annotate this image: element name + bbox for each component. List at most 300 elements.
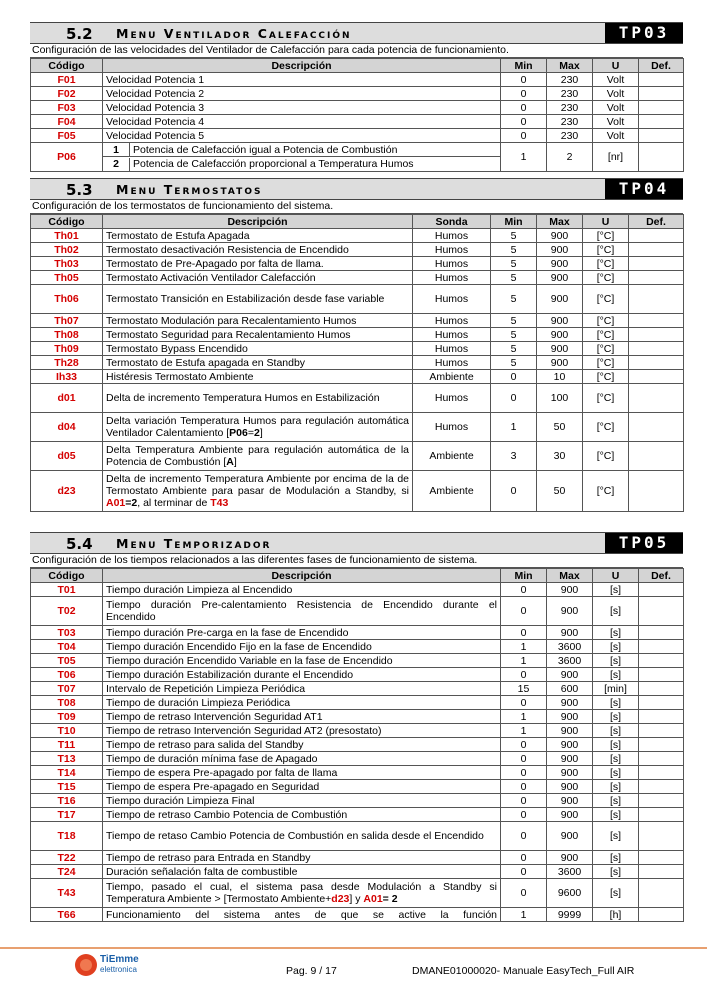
- param-max: 30: [537, 442, 583, 471]
- param-description: Termostato Bypass Encendido: [103, 342, 413, 356]
- param-description: Velocidad Potencia 3: [103, 101, 501, 115]
- param-unit: [°C]: [583, 314, 629, 328]
- param-code: Th02: [31, 243, 103, 257]
- param-default: [629, 243, 684, 257]
- col-header: Def.: [629, 215, 684, 229]
- table-row: [31, 384, 684, 413]
- param-unit: [°C]: [583, 471, 629, 512]
- param-min: 5: [491, 356, 537, 370]
- col-header: Descripción: [103, 569, 501, 583]
- section-5-4: [30, 532, 683, 922]
- table-row: [31, 908, 684, 922]
- param-description: Termostato de Estufa apagada en Standby: [103, 356, 413, 370]
- param-description: Termostato Transición en Estabilización desde fase variable: [103, 285, 413, 314]
- param-sensor: Humos: [413, 257, 491, 271]
- param-description: Delta Temperatura Ambiente para regulación automática de la Potencia de Combustión [A]: [103, 442, 413, 471]
- param-sensor: Humos: [413, 229, 491, 243]
- param-code: Th08: [31, 328, 103, 342]
- param-unit: [s]: [593, 626, 639, 640]
- param-code: T05: [31, 654, 103, 668]
- param-unit: Volt: [593, 115, 639, 129]
- table-row: [31, 780, 684, 794]
- table-row: [31, 115, 684, 129]
- col-header: Min: [491, 215, 537, 229]
- table-row: [31, 794, 684, 808]
- param-code: F03: [31, 101, 103, 115]
- param-min: 5: [491, 257, 537, 271]
- section-header: [30, 532, 683, 554]
- param-code: T02: [31, 597, 103, 626]
- param-min: 15: [501, 682, 547, 696]
- param-min: 5: [491, 285, 537, 314]
- param-default: [639, 808, 684, 822]
- table-row: [31, 143, 684, 158]
- table-row: [31, 370, 684, 384]
- param-unit: [s]: [593, 724, 639, 738]
- param-unit: Volt: [593, 73, 639, 87]
- param-max: 230: [547, 101, 593, 115]
- param-default: [629, 413, 684, 442]
- param-min: 0: [501, 851, 547, 865]
- param-max: 2: [547, 143, 593, 172]
- param-unit: Volt: [593, 101, 639, 115]
- param-code: Th09: [31, 342, 103, 356]
- param-sensor: Humos: [413, 413, 491, 442]
- param-unit: [s]: [593, 780, 639, 794]
- param-default: [639, 908, 684, 922]
- param-max: 3600: [547, 865, 593, 879]
- param-code: P06: [31, 143, 103, 172]
- param-max: 230: [547, 129, 593, 143]
- param-description: Funcionamiento del sistema antes de que se active la función: [103, 908, 501, 922]
- param-description: Delta de incremento Temperatura Ambiente por encima de la de Termostato Ambiente para pasar de Modulación a Standby, si A01=2, al terminar de T43: [103, 471, 413, 512]
- table-row: [31, 583, 684, 597]
- param-min: 0: [501, 808, 547, 822]
- param-min: 1: [501, 654, 547, 668]
- param-sensor: Humos: [413, 271, 491, 285]
- param-code: F04: [31, 115, 103, 129]
- param-sensor: Humos: [413, 342, 491, 356]
- param-code: d01: [31, 384, 103, 413]
- param-default: [629, 314, 684, 328]
- param-default: [639, 766, 684, 780]
- param-unit: [°C]: [583, 285, 629, 314]
- param-description: Velocidad Potencia 4: [103, 115, 501, 129]
- param-unit: [°C]: [583, 229, 629, 243]
- table-row: [31, 766, 684, 780]
- table-row: [31, 285, 684, 314]
- param-min: 0: [501, 668, 547, 682]
- param-min: 5: [491, 328, 537, 342]
- param-description: Tiempo duración Estabilización durante el Encendido: [103, 668, 501, 682]
- logo-sub: elettronica: [100, 965, 137, 974]
- col-header: Max: [537, 215, 583, 229]
- param-code: T11: [31, 738, 103, 752]
- parameter-table: [30, 568, 684, 922]
- param-max: 9600: [547, 879, 593, 908]
- section-number: 5.2: [66, 25, 93, 43]
- param-unit: [s]: [593, 794, 639, 808]
- param-code: T07: [31, 682, 103, 696]
- col-header: U: [593, 59, 639, 73]
- param-max: 900: [537, 243, 583, 257]
- param-min: 1: [491, 413, 537, 442]
- table-row: [31, 314, 684, 328]
- param-default: [639, 780, 684, 794]
- table-row: [31, 668, 684, 682]
- param-description: Tiempo de retraso Cambio Potencia de Combustión: [103, 808, 501, 822]
- table-row: [31, 87, 684, 101]
- param-code: T16: [31, 794, 103, 808]
- param-sensor: Ambiente: [413, 442, 491, 471]
- param-sensor: Humos: [413, 384, 491, 413]
- param-default: [639, 597, 684, 626]
- param-description: Tiempo duración Limpieza al Encendido: [103, 583, 501, 597]
- table-row: [31, 640, 684, 654]
- param-min: 0: [501, 87, 547, 101]
- param-unit: [s]: [593, 668, 639, 682]
- table-row: [31, 356, 684, 370]
- section-code-badge: TP03: [605, 23, 683, 43]
- param-max: 900: [547, 808, 593, 822]
- param-code: F01: [31, 73, 103, 87]
- col-header: Max: [547, 59, 593, 73]
- param-code: T15: [31, 780, 103, 794]
- param-min: 0: [501, 752, 547, 766]
- param-unit: [s]: [593, 597, 639, 626]
- param-default: [639, 129, 684, 143]
- col-header: Sonda: [413, 215, 491, 229]
- option-number: 2: [103, 158, 130, 171]
- param-default: [629, 285, 684, 314]
- param-default: [639, 822, 684, 851]
- param-min: 0: [491, 384, 537, 413]
- section-intro: Configuración de los tiempos relacionados a las diferentes fases de funcionamiento de sistema.: [30, 554, 683, 568]
- tiemme-logo-icon: [74, 953, 98, 977]
- param-max: 900: [547, 752, 593, 766]
- param-max: 900: [537, 285, 583, 314]
- param-description: Tiempo de retraso para salida del Standby: [103, 738, 501, 752]
- section-title: Menu Ventilador Calefacción: [116, 26, 352, 41]
- param-description: Tiempo duración Pre-carga en la fase de Encendido: [103, 626, 501, 640]
- param-max: 900: [547, 626, 593, 640]
- param-description: Tiempo de retraso Intervención Seguridad AT2 (presostato): [103, 724, 501, 738]
- param-default: [629, 271, 684, 285]
- param-code: Ih33: [31, 370, 103, 384]
- table-row: [31, 696, 684, 710]
- param-default: [629, 442, 684, 471]
- param-default: [639, 668, 684, 682]
- param-code: Th03: [31, 257, 103, 271]
- param-code: T43: [31, 879, 103, 908]
- param-default: [629, 342, 684, 356]
- param-sensor: Humos: [413, 356, 491, 370]
- param-max: 600: [547, 682, 593, 696]
- param-code: F02: [31, 87, 103, 101]
- param-max: 230: [547, 73, 593, 87]
- param-description: Velocidad Potencia 5: [103, 129, 501, 143]
- param-max: 900: [547, 710, 593, 724]
- table-row: [31, 808, 684, 822]
- param-unit: [s]: [593, 752, 639, 766]
- param-max: 900: [547, 780, 593, 794]
- param-max: 50: [537, 471, 583, 512]
- param-unit: [°C]: [583, 243, 629, 257]
- param-min: 3: [491, 442, 537, 471]
- table-row: [31, 129, 684, 143]
- param-unit: [min]: [593, 682, 639, 696]
- param-max: 900: [547, 738, 593, 752]
- param-max: 900: [537, 257, 583, 271]
- param-code: T10: [31, 724, 103, 738]
- param-sensor: Humos: [413, 328, 491, 342]
- table-row: [31, 654, 684, 668]
- param-description: Termostato de Pre-Apagado por falta de llama.: [103, 257, 413, 271]
- table-row: [31, 597, 684, 626]
- param-description: Tiempo duración Pre-calentamiento Resistencia de Encendido durante el Encendido: [103, 597, 501, 626]
- table-header-row: [31, 59, 684, 73]
- option-number: 1: [103, 143, 130, 157]
- param-default: [639, 738, 684, 752]
- section-intro: Configuración de las velocidades del Ventilador de Calefacción para cada potencia de funcionamiento.: [30, 44, 683, 58]
- table-row: [31, 724, 684, 738]
- param-unit: [s]: [593, 654, 639, 668]
- page-number: Pag. 9 / 17: [286, 965, 337, 977]
- col-header: Def.: [639, 569, 684, 583]
- param-max: 900: [537, 328, 583, 342]
- table-row: [31, 271, 684, 285]
- param-default: [639, 640, 684, 654]
- param-description: Delta de incremento Temperatura Humos en Estabilización: [103, 384, 413, 413]
- col-header: Min: [501, 569, 547, 583]
- param-description: Termostato Activación Ventilador Calefacción: [103, 271, 413, 285]
- table-row: [31, 738, 684, 752]
- param-min: 0: [501, 766, 547, 780]
- param-min: 5: [491, 271, 537, 285]
- param-max: 50: [537, 413, 583, 442]
- param-unit: [h]: [593, 908, 639, 922]
- col-header: Max: [547, 569, 593, 583]
- table-row: [31, 851, 684, 865]
- col-header: Descripción: [103, 215, 413, 229]
- table-row: [31, 822, 684, 851]
- param-max: 230: [547, 115, 593, 129]
- param-unit: [°C]: [583, 384, 629, 413]
- section-header: [30, 178, 683, 200]
- param-min: 5: [491, 243, 537, 257]
- logo-text: [100, 955, 139, 975]
- param-code: T03: [31, 626, 103, 640]
- table-row: [31, 73, 684, 87]
- param-min: 1: [501, 143, 547, 172]
- param-code: T14: [31, 766, 103, 780]
- param-min: 0: [501, 794, 547, 808]
- param-default: [639, 724, 684, 738]
- table-row: [31, 101, 684, 115]
- param-max: 900: [547, 724, 593, 738]
- param-unit: [s]: [593, 696, 639, 710]
- param-default: [639, 73, 684, 87]
- param-max: 900: [547, 822, 593, 851]
- param-description: Duración señalación falta de combustible: [103, 865, 501, 879]
- param-unit: [s]: [593, 710, 639, 724]
- param-description: Tiempo de duración mínima fase de Apagado: [103, 752, 501, 766]
- option-cell: [103, 143, 501, 158]
- param-description: Tiempo, pasado el cual, el sistema pasa desde Modulación a Standby si Temperatura Ambiente > [Termostato Ambiente+d23] y A01= 2: [103, 879, 501, 908]
- param-description: Tiempo duración Encendido Variable en la fase de Encendido: [103, 654, 501, 668]
- param-max: 3600: [547, 640, 593, 654]
- param-code: Th28: [31, 356, 103, 370]
- table-header-row: [31, 569, 684, 583]
- param-default: [639, 101, 684, 115]
- param-default: [629, 229, 684, 243]
- table-row: [31, 682, 684, 696]
- param-description: Tiempo de espera Pre-apagado en Seguridad: [103, 780, 501, 794]
- param-unit: [s]: [593, 738, 639, 752]
- param-default: [639, 794, 684, 808]
- param-description: Tiempo de espera Pre-apagado por falta de llama: [103, 766, 501, 780]
- param-min: 5: [491, 314, 537, 328]
- param-min: 0: [501, 129, 547, 143]
- param-min: 0: [501, 626, 547, 640]
- parameter-table: [30, 58, 684, 172]
- param-code: T66: [31, 908, 103, 922]
- param-code: T01: [31, 583, 103, 597]
- param-description: Histéresis Termostato Ambiente: [103, 370, 413, 384]
- param-max: 900: [537, 356, 583, 370]
- param-max: 900: [547, 851, 593, 865]
- param-default: [639, 696, 684, 710]
- param-description: Termostato Modulación para Recalentamiento Humos: [103, 314, 413, 328]
- param-max: 900: [547, 696, 593, 710]
- param-unit: [s]: [593, 640, 639, 654]
- col-header: Def.: [639, 59, 684, 73]
- param-min: 1: [501, 640, 547, 654]
- param-code: Th05: [31, 271, 103, 285]
- param-sensor: Humos: [413, 285, 491, 314]
- param-unit: [s]: [593, 808, 639, 822]
- param-max: 10: [537, 370, 583, 384]
- table-row: [31, 471, 684, 512]
- table-row: [31, 257, 684, 271]
- param-min: 0: [501, 696, 547, 710]
- param-max: 100: [537, 384, 583, 413]
- param-default: [639, 583, 684, 597]
- param-min: 0: [491, 370, 537, 384]
- param-default: [639, 143, 684, 172]
- param-min: 1: [501, 710, 547, 724]
- col-header: Min: [501, 59, 547, 73]
- param-unit: [s]: [593, 583, 639, 597]
- footer-divider: [0, 947, 707, 949]
- param-max: 900: [547, 597, 593, 626]
- param-unit: [°C]: [583, 442, 629, 471]
- section-code-badge: TP05: [605, 533, 683, 553]
- param-unit: [s]: [593, 879, 639, 908]
- param-description: Velocidad Potencia 2: [103, 87, 501, 101]
- param-default: [639, 752, 684, 766]
- table-row: [31, 328, 684, 342]
- col-header: U: [593, 569, 639, 583]
- param-max: 900: [547, 794, 593, 808]
- param-description: Tiempo de duración Limpieza Periódica: [103, 696, 501, 710]
- param-unit: [°C]: [583, 413, 629, 442]
- param-min: 1: [501, 724, 547, 738]
- param-code: d23: [31, 471, 103, 512]
- param-description: Termostato de Estufa Apagada: [103, 229, 413, 243]
- param-description: Tiempo de retaso Cambio Potencia de Combustión en salida desde el Encendido: [103, 822, 501, 851]
- param-unit: [s]: [593, 766, 639, 780]
- param-sensor: Ambiente: [413, 370, 491, 384]
- param-unit: [s]: [593, 865, 639, 879]
- param-code: F05: [31, 129, 103, 143]
- param-default: [629, 356, 684, 370]
- param-min: 0: [501, 738, 547, 752]
- table-row: [31, 342, 684, 356]
- param-max: 900: [537, 271, 583, 285]
- param-max: 900: [537, 229, 583, 243]
- param-code: Th06: [31, 285, 103, 314]
- section-number: 5.4: [66, 535, 93, 553]
- param-min: 0: [501, 879, 547, 908]
- param-min: 5: [491, 342, 537, 356]
- param-default: [629, 370, 684, 384]
- section-number: 5.3: [66, 181, 93, 199]
- param-default: [629, 471, 684, 512]
- param-unit: [s]: [593, 822, 639, 851]
- param-min: 0: [501, 73, 547, 87]
- section-5-3: [30, 178, 683, 512]
- param-code: Th01: [31, 229, 103, 243]
- param-unit: [°C]: [583, 356, 629, 370]
- param-default: [629, 384, 684, 413]
- col-header: Código: [31, 569, 103, 583]
- section-header: [30, 22, 683, 44]
- param-unit: [nr]: [593, 143, 639, 172]
- param-default: [639, 710, 684, 724]
- param-code: T17: [31, 808, 103, 822]
- param-min: 0: [501, 101, 547, 115]
- param-default: [639, 682, 684, 696]
- param-min: 0: [501, 115, 547, 129]
- param-unit: [°C]: [583, 328, 629, 342]
- param-code: T04: [31, 640, 103, 654]
- param-code: T18: [31, 822, 103, 851]
- section-title: Menu Temporizador: [116, 536, 272, 551]
- table-row: [31, 752, 684, 766]
- param-default: [639, 851, 684, 865]
- section-5-2: [30, 22, 683, 172]
- param-code: T22: [31, 851, 103, 865]
- option-cell: [103, 157, 501, 172]
- param-description: Intervalo de Repetición Limpieza Periódica: [103, 682, 501, 696]
- param-default: [639, 626, 684, 640]
- col-header: U: [583, 215, 629, 229]
- param-unit: [°C]: [583, 257, 629, 271]
- param-max: 900: [547, 668, 593, 682]
- table-row: [31, 229, 684, 243]
- param-min: 0: [501, 583, 547, 597]
- param-sensor: Humos: [413, 243, 491, 257]
- param-min: 0: [501, 597, 547, 626]
- param-max: 900: [547, 583, 593, 597]
- col-header: Código: [31, 215, 103, 229]
- param-description: Termostato desactivación Resistencia de Encendido: [103, 243, 413, 257]
- param-min: 0: [501, 780, 547, 794]
- param-unit: [°C]: [583, 271, 629, 285]
- param-max: 3600: [547, 654, 593, 668]
- param-default: [639, 865, 684, 879]
